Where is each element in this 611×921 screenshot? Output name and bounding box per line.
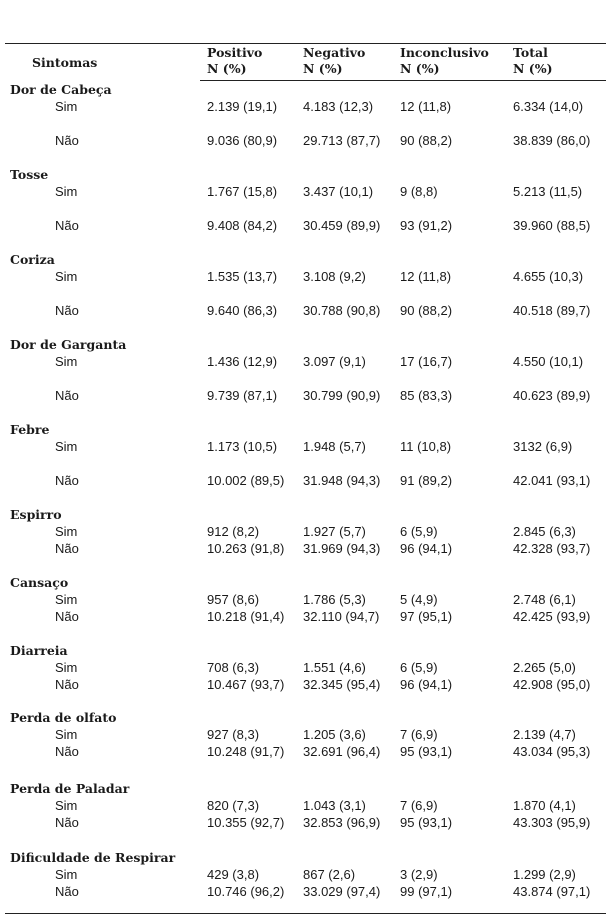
group-label: Diarreia [10,643,68,658]
group-label: Espirro [10,507,62,522]
header-positivo-unit: N (%) [207,61,247,76]
group-label: Coriza [10,252,55,267]
cell-inconclusivo: 96 (94,1) [400,677,453,692]
cell-negativo: 30.788 (90,8) [303,303,381,318]
cell-negativo: 32.691 (96,4) [303,744,381,759]
cell-inconclusivo: 90 (88,2) [400,133,453,148]
cell-total: 42.908 (95,0) [513,677,591,692]
cell-negativo: 1.927 (5,7) [303,524,366,539]
cell-total: 38.839 (86,0) [513,133,591,148]
cell-positivo: 10.218 (91,4) [207,609,285,624]
cell-positivo: 10.263 (91,8) [207,541,285,556]
cell-total: 40.623 (89,9) [513,388,591,403]
cell-total: 1.299 (2,9) [513,867,576,882]
table-bottom-rule [5,913,606,914]
row-label: Não [55,744,79,759]
header-total [513,45,552,77]
header-negativo-label: Negativo [303,45,366,60]
cell-negativo: 32.345 (95,4) [303,677,381,692]
cell-negativo: 3.097 (9,1) [303,354,366,369]
cell-negativo: 30.459 (89,9) [303,218,381,233]
cell-positivo: 1.173 (10,5) [207,439,278,454]
row-label: Sim [55,592,78,607]
cell-positivo: 820 (7,3) [207,798,260,813]
row-label: Sim [55,99,78,114]
row-label: Não [55,218,79,233]
cell-negativo: 3.108 (9,2) [303,269,366,284]
cell-negativo: 31.969 (94,3) [303,541,381,556]
cell-inconclusivo: 11 (10,8) [400,439,452,454]
cell-positivo: 708 (6,3) [207,660,260,675]
header-sintomas-label: Sintomas [32,55,98,70]
row-label: Sim [55,439,78,454]
cell-positivo: 927 (8,3) [207,727,260,742]
cell-total: 42.041 (93,1) [513,473,591,488]
cell-negativo: 30.799 (90,9) [303,388,381,403]
group-label: Perda de Paladar [10,781,130,796]
row-label: Não [55,133,79,148]
cell-total: 4.550 (10,1) [513,354,584,369]
cell-negativo: 1.948 (5,7) [303,439,366,454]
group-label: Dificuldade de Respirar [10,850,176,865]
cell-inconclusivo: 85 (83,3) [400,388,453,403]
cell-positivo: 9.408 (84,2) [207,218,278,233]
cell-positivo: 1.436 (12,9) [207,354,278,369]
cell-inconclusivo: 6 (5,9) [400,524,438,539]
cell-total: 1.870 (4,1) [513,798,576,813]
header-positivo-label: Positivo [207,45,263,60]
cell-inconclusivo: 12 (11,8) [400,269,452,284]
row-label: Não [55,303,79,318]
cell-negativo: 1.786 (5,3) [303,592,366,607]
cell-positivo: 957 (8,6) [207,592,260,607]
cell-negativo: 31.948 (94,3) [303,473,381,488]
header-total-unit: N (%) [513,61,553,76]
group-label: Dor de Cabeça [10,82,112,97]
row-label: Não [55,541,79,556]
cell-total: 42.425 (93,9) [513,609,591,624]
cell-total: 43.034 (95,3) [513,744,591,759]
header-total-label: Total [513,45,548,60]
header-sintomas [32,55,97,71]
cell-positivo: 429 (3,8) [207,867,260,882]
cell-negativo: 32.110 (94,7) [303,609,380,624]
header-inconclusivo-label: Inconclusivo [400,45,489,60]
table-top-rule [5,43,606,44]
cell-total: 43.874 (97,1) [513,884,591,899]
cell-negativo: 1.043 (3,1) [303,798,366,813]
cell-inconclusivo: 12 (11,8) [400,99,452,114]
row-label: Sim [55,660,78,675]
cell-negativo: 1.551 (4,6) [303,660,366,675]
cell-negativo: 3.437 (10,1) [303,184,374,199]
row-label: Não [55,388,79,403]
cell-positivo: 1.767 (15,8) [207,184,278,199]
header-negativo-unit: N (%) [303,61,343,76]
cell-total: 42.328 (93,7) [513,541,591,556]
row-label: Sim [55,798,78,813]
cell-total: 2.139 (4,7) [513,727,576,742]
cell-inconclusivo: 7 (6,9) [400,727,438,742]
cell-inconclusivo: 93 (91,2) [400,218,453,233]
header-positivo [207,45,262,77]
cell-negativo: 867 (2,6) [303,867,356,882]
cell-positivo: 10.355 (92,7) [207,815,285,830]
cell-inconclusivo: 3 (2,9) [400,867,438,882]
group-label: Dor de Garganta [10,337,127,352]
header-bottom-rule [200,80,606,81]
row-label: Sim [55,867,78,882]
cell-positivo: 9.739 (87,1) [207,388,278,403]
group-label: Febre [10,422,50,437]
row-label: Não [55,884,79,899]
cell-negativo: 29.713 (87,7) [303,133,381,148]
row-label: Não [55,609,79,624]
row-label: Sim [55,524,78,539]
cell-positivo: 9.036 (80,9) [207,133,278,148]
cell-positivo: 912 (8,2) [207,524,260,539]
row-label: Sim [55,184,78,199]
cell-negativo: 1.205 (3,6) [303,727,366,742]
cell-negativo: 32.853 (96,9) [303,815,381,830]
group-label: Cansaço [10,575,69,590]
cell-negativo: 4.183 (12,3) [303,99,374,114]
cell-total: 5.213 (11,5) [513,184,583,199]
cell-inconclusivo: 95 (93,1) [400,744,453,759]
cell-positivo: 2.139 (19,1) [207,99,278,114]
cell-total: 2.748 (6,1) [513,592,576,607]
cell-total: 40.518 (89,7) [513,303,591,318]
cell-inconclusivo: 5 (4,9) [400,592,438,607]
row-label: Sim [55,727,78,742]
cell-total: 2.265 (5,0) [513,660,576,675]
cell-inconclusivo: 95 (93,1) [400,815,453,830]
cell-total: 2.845 (6,3) [513,524,576,539]
cell-positivo: 10.002 (89,5) [207,473,285,488]
cell-inconclusivo: 7 (6,9) [400,798,438,813]
row-label: Não [55,677,79,692]
cell-inconclusivo: 90 (88,2) [400,303,453,318]
header-inconclusivo-unit: N (%) [400,61,440,76]
cell-total: 39.960 (88,5) [513,218,591,233]
cell-positivo: 10.467 (93,7) [207,677,285,692]
cell-total: 4.655 (10,3) [513,269,584,284]
cell-total: 43.303 (95,9) [513,815,591,830]
cell-total: 6.334 (14,0) [513,99,584,114]
row-label: Sim [55,269,78,284]
cell-inconclusivo: 97 (95,1) [400,609,453,624]
cell-positivo: 10.746 (96,2) [207,884,285,899]
row-label: Não [55,815,79,830]
cell-inconclusivo: 91 (89,2) [400,473,453,488]
header-inconclusivo [400,45,489,77]
group-label: Perda de olfato [10,710,117,725]
row-label: Não [55,473,79,488]
cell-inconclusivo: 6 (5,9) [400,660,438,675]
row-label: Sim [55,354,78,369]
cell-inconclusivo: 9 (8,8) [400,184,438,199]
cell-total: 3132 (6,9) [513,439,573,454]
cell-negativo: 33.029 (97,4) [303,884,381,899]
cell-positivo: 10.248 (91,7) [207,744,285,759]
header-negativo [303,45,365,77]
cell-inconclusivo: 96 (94,1) [400,541,453,556]
cell-positivo: 9.640 (86,3) [207,303,278,318]
cell-inconclusivo: 99 (97,1) [400,884,453,899]
group-label: Tosse [10,167,49,182]
cell-positivo: 1.535 (13,7) [207,269,278,284]
cell-inconclusivo: 17 (16,7) [400,354,453,369]
